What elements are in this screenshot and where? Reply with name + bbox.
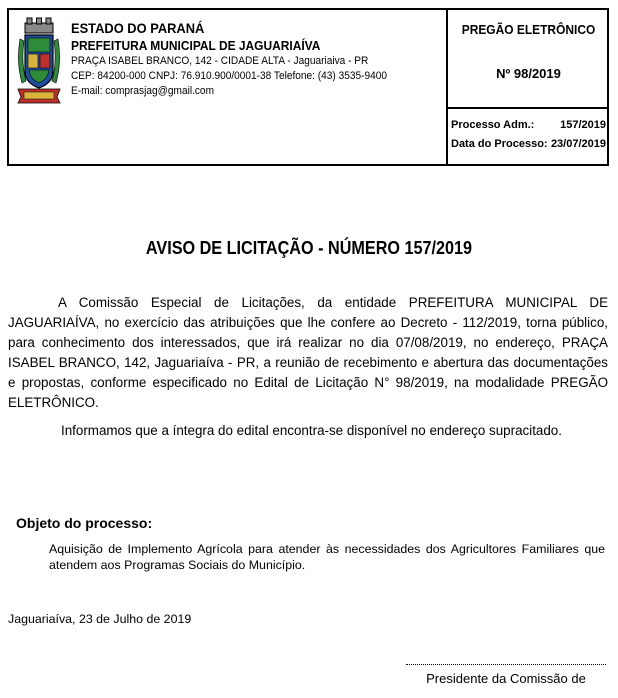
notice-info: Informamos que a íntegra do edital encontra-se disponível no endereço supracitado. (61, 423, 562, 438)
place-date: Jaguariaíva, 23 de Julho de 2019 (8, 612, 192, 626)
notice-paragraph: A Comissão Especial de Licitações, da entidade PREFEITURA MUNICIPAL DE JAGUARIAÍVA, no exercício das atribuições que lhe confere ao Decreto - 112/2019, torna público, para conhecimento dos interessados, que irá realizar no dia 07/08/2019, no endereço, PRAÇA ISABEL BRANCO, 142, Jaguariaíva - PR, a reunião de recebimento e abertura das documentações e propostas, conforme especificado no Edital de Licitação N° 98/2019, na modalidade PREGÃO ELETRÔNICO. (8, 295, 608, 410)
process-adm-label: Processo Adm.: (451, 119, 535, 131)
organization-block (71, 20, 441, 99)
object-text: Aquisição de Implemento Agrícola para atender às necessidades dos Agricultores Familiares que atendem aos Programas Sociais do Município. (49, 542, 605, 572)
address: PRAÇA ISABEL BRANCO, 142 - CIDADE ALTA - Jaguariaiva - PR (71, 55, 369, 67)
header-divider-vertical (446, 10, 448, 164)
process-date-label: Data do Processo: (451, 138, 548, 150)
cep-cnpj-phone: CEP: 84200-000 CNPJ: 76.910.900/0001-38 Telefone: (43) 3535-9400 (71, 70, 388, 82)
process-date-value: 23/07/2019 (550, 138, 606, 150)
signature-title: Presidente da Comissão de (426, 671, 586, 686)
header-divider-horizontal (446, 107, 609, 109)
modality-title: PREGÃO ELETRÔNICO (461, 22, 596, 37)
municipal-crest-icon (16, 17, 62, 109)
email: E-mail: comprasjag@gmail.com (71, 85, 215, 97)
signature-line (406, 664, 606, 665)
object-label: Objeto do processo: (16, 515, 153, 531)
modality-number: Nº 98/2019 (496, 66, 561, 81)
notice-title: AVISO DE LICITAÇÃO - NÚMERO 157/2019 (145, 238, 473, 258)
city-hall-name: PREFEITURA MUNICIPAL DE JAGUARIAÍVA (71, 38, 321, 53)
state-name: ESTADO DO PARANÁ (71, 20, 205, 36)
process-adm-value: 157/2019 (560, 119, 606, 131)
document-header (7, 8, 609, 166)
